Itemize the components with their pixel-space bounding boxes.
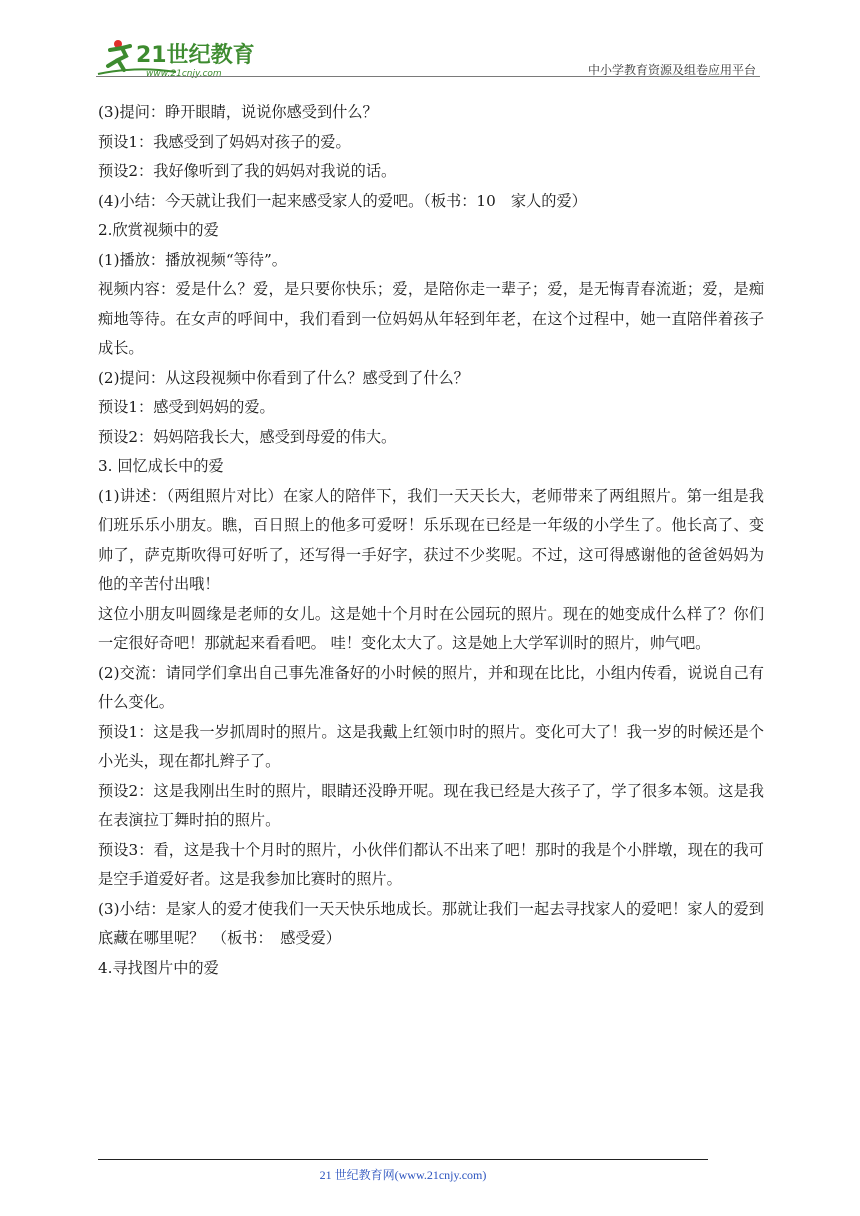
paragraph: 视频内容：爱是什么？爱，是只要你快乐；爱，是陪你走一辈子；爱，是无悔青春流逝；爱，是痴痴地等待。在女声的呼间中，我们看到一位妈妈从年轻到年老，在这个过程中，她一直陪伴着孩子成长。 <box>98 280 764 357</box>
paragraph: 这位小朋友叫圆缘是老师的女儿。这是她十个月时在公园玩的照片。现在的她变成什么样了？你们一定很好奇吧！那就起来看看吧。 哇！变化太大了。这是她上大学军训时的照片，帅气吧。 <box>98 604 764 652</box>
header-divider <box>96 76 760 77</box>
document-body <box>98 98 764 983</box>
paragraph: 预设1：感受到妈妈的爱。 <box>98 398 275 416</box>
paragraph: 预设2：这是我刚出生时的照片，眼睛还没睁开呢。现在我已经是大孩子了，学了很多本领。这是我在表演拉丁舞时拍的照片。 <box>98 781 764 829</box>
paragraph: (2)交流：请同学们拿出自己事先准备好的小时候的照片，并和现在比比，小组内传看，说说自己有什么变化。 <box>98 663 764 711</box>
paragraph: (4)小结：今天就让我们一起来感受家人的爱吧。（板书：10 家人的爱） <box>98 191 587 210</box>
section-heading: 2.欣赏视频中的爱 <box>98 221 219 239</box>
paragraph: (2)提问：从这段视频中你看到了什么？感受到了什么？ <box>98 368 469 387</box>
footer-link[interactable]: 21 世纪教育网(www.21cnjy.com) <box>319 1168 487 1182</box>
paragraph: 预设2：妈妈陪我长大，感受到母爱的伟大。 <box>98 427 397 446</box>
section-heading: 4.寻找图片中的爱 <box>98 958 219 977</box>
paragraph: (1)讲述：（两组照片对比）在家人的陪伴下，我们一天天长大，老师带来了两组照片。第一组是我们班乐乐小朋友。瞧，百日照上的他多可爱呀！乐乐现在已经是一年级的小学生了。他长高了、变帅了，萨克斯吹得可好听了，还写得一手好字，获过不少奖呢。不过，这可得感谢他的爸爸妈妈为他的辛苦付出哦！ <box>98 486 764 593</box>
paragraph: (1)播放：播放视频“等待”。 <box>98 250 287 269</box>
paragraph: 预设3：看，这是我十个月时的照片，小伙伴们都认不出来了吧！那时的我是个小胖墩，现在的我可是空手道爱好者。这是我参加比赛时的照片。 <box>98 840 764 888</box>
header-platform-text: 中小学教育资源及组卷应用平台 <box>587 63 756 77</box>
paragraph: 预设1：我感受到了妈妈对孩子的爱。 <box>98 132 351 151</box>
svg-text:21世纪教育: 21世纪教育 <box>136 43 255 68</box>
logo-21cnjy <box>96 36 266 80</box>
paragraph: 预设2：我好像听到了我的妈妈对我说的话。 <box>98 162 397 180</box>
svg-text:www.21cnjy.com: www.21cnjy.com <box>146 69 222 79</box>
paragraph: (3)小结：是家人的爱才使我们一天天快乐地成长。那就让我们一起去寻找家人的爱吧！家人的爱到底藏在哪里呢？ （板书： 感受爱） <box>98 899 764 947</box>
footer-divider <box>98 1159 708 1160</box>
paragraph: (3)提问：睁开眼睛，说说你感受到什么？ <box>98 103 378 121</box>
paragraph: 预设1：这是我一岁抓周时的照片。这是我戴上红领巾时的照片。变化可大了！我一岁的时候还是个小光头，现在都扎辫子了。 <box>98 722 764 770</box>
page-header <box>96 28 760 80</box>
section-heading: 3. 回忆成长中的爱 <box>98 457 224 475</box>
